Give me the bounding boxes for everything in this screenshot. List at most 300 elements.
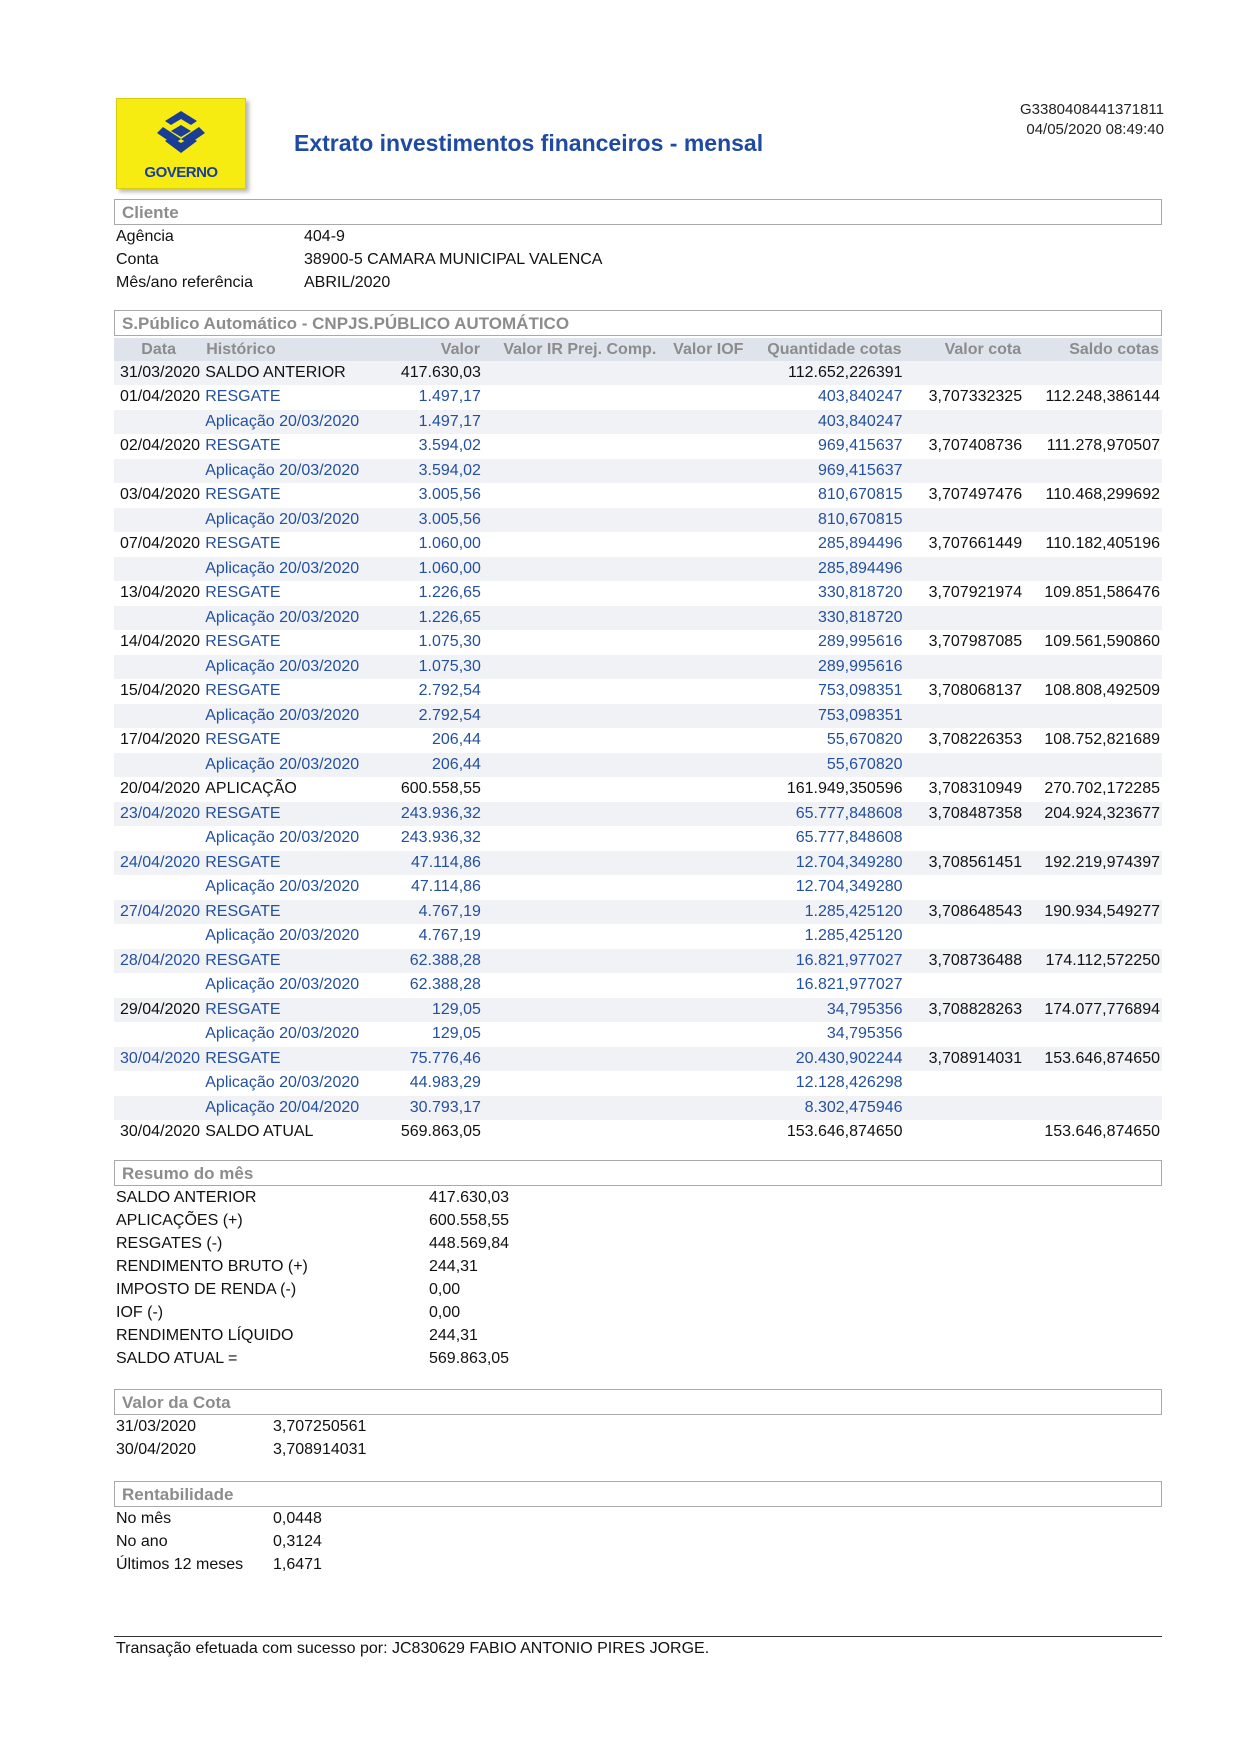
cell-data: 20/04/2020	[114, 777, 203, 802]
cell-quantidade-cotas: 34,795356	[746, 998, 904, 1023]
cell-valor-iof	[659, 385, 746, 410]
cota-label: 30/04/2020	[116, 1441, 197, 1458]
cell-data	[114, 1071, 203, 1096]
cell-historico: Aplicação 20/03/2020	[203, 1071, 379, 1096]
cell-valor-iof	[659, 655, 746, 680]
resumo-value: 244,31	[429, 1258, 478, 1275]
cell-valor-cota	[905, 655, 1025, 680]
bank-logo	[116, 98, 246, 189]
cell-valor-cota: 3,708226353	[905, 728, 1025, 753]
cell-data: 30/04/2020	[114, 1047, 203, 1072]
cell-quantidade-cotas: 12.704,349280	[746, 851, 904, 876]
cell-data	[114, 875, 203, 900]
cell-saldo-cotas: 110.468,299692	[1024, 483, 1162, 508]
cell-saldo-cotas: 204.924,323677	[1024, 802, 1162, 827]
cell-historico: RESGATE	[203, 802, 379, 827]
document-code: G3380408441371811	[1019, 101, 1164, 118]
table-row	[114, 851, 1162, 876]
cell-valor-ir	[483, 826, 659, 851]
cell-data	[114, 1022, 203, 1047]
cell-valor-ir	[483, 581, 659, 606]
cell-quantidade-cotas: 34,795356	[746, 1022, 904, 1047]
cell-saldo-cotas	[1024, 973, 1162, 998]
table-row	[114, 532, 1162, 557]
cell-valor-iof	[659, 949, 746, 974]
cell-saldo-cotas	[1024, 410, 1162, 435]
cell-valor-ir	[483, 998, 659, 1023]
cell-historico: Aplicação 20/03/2020	[203, 655, 379, 680]
table-row	[114, 802, 1162, 827]
cell-quantidade-cotas: 12.704,349280	[746, 875, 904, 900]
cell-valor-cota	[905, 1096, 1025, 1121]
cell-data	[114, 655, 203, 680]
cell-valor: 1.075,30	[380, 630, 483, 655]
cell-valor-ir	[483, 532, 659, 557]
cell-valor-ir	[483, 459, 659, 484]
section-fund-heading: S.Público Automático - CNPJS.PÚBLICO AUTOMÁTICO	[114, 310, 1162, 336]
cell-quantidade-cotas: 65.777,848608	[746, 802, 904, 827]
resumo-value: 244,31	[429, 1327, 478, 1344]
rent-label: Últimos 12 meses	[116, 1556, 244, 1573]
cell-quantidade-cotas: 55,670820	[746, 753, 904, 778]
cell-quantidade-cotas: 153.646,874650	[746, 1120, 904, 1145]
resumo-label: IOF (-)	[116, 1304, 164, 1321]
cell-valor: 4.767,19	[380, 924, 483, 949]
section-valor-cota-heading: Valor da Cota	[114, 1389, 1162, 1415]
cell-valor-ir	[483, 606, 659, 631]
cell-valor-ir	[483, 508, 659, 533]
cell-historico: RESGATE	[203, 483, 379, 508]
cell-historico: SALDO ANTERIOR	[203, 361, 379, 385]
table-row	[114, 704, 1162, 729]
cell-quantidade-cotas: 289,995616	[746, 630, 904, 655]
cell-valor: 206,44	[380, 753, 483, 778]
cota-value: 3,708914031	[273, 1441, 367, 1458]
cell-quantidade-cotas: 330,818720	[746, 581, 904, 606]
cell-quantidade-cotas: 969,415637	[746, 459, 904, 484]
cell-valor-cota: 3,708736488	[905, 949, 1025, 974]
cell-valor-iof	[659, 508, 746, 533]
cell-saldo-cotas: 108.752,821689	[1024, 728, 1162, 753]
cell-valor: 2.792,54	[380, 704, 483, 729]
col-valor: Valor	[380, 338, 483, 361]
cota-value: 3,707250561	[273, 1418, 367, 1435]
cell-valor-cota	[905, 557, 1025, 582]
cell-historico: RESGATE	[203, 630, 379, 655]
resumo-value: 569.863,05	[429, 1350, 510, 1367]
cliente-value: 404-9	[304, 228, 345, 245]
cell-valor: 569.863,05	[380, 1120, 483, 1145]
cell-data	[114, 606, 203, 631]
cell-valor-iof	[659, 434, 746, 459]
cliente-label: Agência	[116, 228, 174, 245]
cell-saldo-cotas	[1024, 361, 1162, 385]
cell-valor: 62.388,28	[380, 973, 483, 998]
cell-valor: 44.983,29	[380, 1071, 483, 1096]
cell-valor-cota: 3,708487358	[905, 802, 1025, 827]
cell-valor-cota	[905, 1071, 1025, 1096]
cell-valor: 47.114,86	[380, 851, 483, 876]
rent-label: No mês	[116, 1510, 172, 1527]
resumo-label: RENDIMENTO BRUTO (+)	[116, 1258, 308, 1275]
cell-valor-cota	[905, 508, 1025, 533]
col-valor-iof: Valor IOF	[659, 338, 746, 361]
cell-valor-iof	[659, 606, 746, 631]
cell-saldo-cotas	[1024, 459, 1162, 484]
cell-valor-iof	[659, 802, 746, 827]
table-row	[114, 949, 1162, 974]
cell-valor-cota	[905, 826, 1025, 851]
page-title: Extrato investimentos financeiros - mensal	[294, 130, 764, 156]
cell-valor-ir	[483, 1022, 659, 1047]
cell-data: 07/04/2020	[114, 532, 203, 557]
cell-valor-ir	[483, 851, 659, 876]
cell-valor-cota: 3,707332325	[905, 385, 1025, 410]
cell-valor-ir	[483, 973, 659, 998]
cell-data: 24/04/2020	[114, 851, 203, 876]
cell-historico: APLICAÇÃO	[203, 777, 379, 802]
cell-historico: Aplicação 20/03/2020	[203, 410, 379, 435]
cell-valor-ir	[483, 410, 659, 435]
cell-quantidade-cotas: 8.302,475946	[746, 1096, 904, 1121]
cell-data: 31/03/2020	[114, 361, 203, 385]
cell-valor-ir	[483, 924, 659, 949]
table-row	[114, 361, 1162, 385]
cell-valor-iof	[659, 532, 746, 557]
cell-valor-cota	[905, 410, 1025, 435]
cell-quantidade-cotas: 753,098351	[746, 704, 904, 729]
cell-valor-iof	[659, 777, 746, 802]
cell-valor-cota	[905, 973, 1025, 998]
cota-label: 31/03/2020	[116, 1418, 197, 1435]
cell-valor: 3.005,56	[380, 483, 483, 508]
cell-valor-cota	[905, 924, 1025, 949]
cell-valor-iof	[659, 1047, 746, 1072]
logo-text: GOVERNO	[144, 164, 218, 181]
bank-logo-icon	[153, 109, 209, 157]
cell-valor: 47.114,86	[380, 875, 483, 900]
cell-valor-cota: 3,708828263	[905, 998, 1025, 1023]
col-valor-ir: Valor IR Prej. Comp.	[483, 338, 659, 361]
table-row	[114, 1022, 1162, 1047]
cell-data	[114, 924, 203, 949]
cell-valor-cota: 3,708310949	[905, 777, 1025, 802]
cell-valor-ir	[483, 1047, 659, 1072]
cell-data	[114, 753, 203, 778]
cell-historico: Aplicação 20/03/2020	[203, 753, 379, 778]
table-row	[114, 973, 1162, 998]
cell-valor-iof	[659, 483, 746, 508]
cell-quantidade-cotas: 403,840247	[746, 410, 904, 435]
cell-valor-ir	[483, 802, 659, 827]
cell-valor: 1.497,17	[380, 385, 483, 410]
table-row	[114, 655, 1162, 680]
cell-valor-ir	[483, 1096, 659, 1121]
cell-historico: Aplicação 20/03/2020	[203, 508, 379, 533]
cell-quantidade-cotas: 16.821,977027	[746, 973, 904, 998]
cell-historico: RESGATE	[203, 900, 379, 925]
table-row	[114, 728, 1162, 753]
cell-valor-ir	[483, 483, 659, 508]
resumo-value: 600.558,55	[429, 1212, 510, 1229]
cell-valor-cota: 3,707497476	[905, 483, 1025, 508]
cell-valor-ir	[483, 704, 659, 729]
cell-historico: Aplicação 20/03/2020	[203, 973, 379, 998]
cell-valor-ir	[483, 875, 659, 900]
cell-valor: 1.497,17	[380, 410, 483, 435]
cell-valor-cota	[905, 1022, 1025, 1047]
resumo-label: APLICAÇÕES (+)	[116, 1212, 243, 1229]
table-row	[114, 900, 1162, 925]
cell-quantidade-cotas: 969,415637	[746, 434, 904, 459]
cell-valor-iof	[659, 361, 746, 385]
cell-valor-cota: 3,707408736	[905, 434, 1025, 459]
resumo-value: 417.630,03	[429, 1189, 510, 1206]
cell-valor-cota: 3,708914031	[905, 1047, 1025, 1072]
cell-valor: 1.075,30	[380, 655, 483, 680]
table-row	[114, 1120, 1162, 1145]
document-id	[1020, 100, 1164, 140]
cell-valor-ir	[483, 361, 659, 385]
table-row	[114, 606, 1162, 631]
rent-value: 0,0448	[273, 1510, 322, 1527]
cell-saldo-cotas	[1024, 655, 1162, 680]
movements-table	[114, 338, 1162, 1145]
cell-quantidade-cotas: 1.285,425120	[746, 924, 904, 949]
cell-valor-iof	[659, 924, 746, 949]
cell-valor-ir	[483, 385, 659, 410]
cell-saldo-cotas: 192.219,974397	[1024, 851, 1162, 876]
table-row	[114, 1096, 1162, 1121]
cell-data: 13/04/2020	[114, 581, 203, 606]
cell-valor-ir	[483, 777, 659, 802]
cell-valor-iof	[659, 900, 746, 925]
rent-value: 1,6471	[273, 1556, 322, 1573]
cell-data: 29/04/2020	[114, 998, 203, 1023]
cell-valor-cota: 3,707921974	[905, 581, 1025, 606]
document-timestamp: 04/05/2020 08:49:40	[1026, 121, 1164, 138]
cell-quantidade-cotas: 1.285,425120	[746, 900, 904, 925]
table-row	[114, 753, 1162, 778]
cell-valor-ir	[483, 1120, 659, 1145]
cell-valor-cota	[905, 361, 1025, 385]
col-historico: Histórico	[203, 338, 379, 361]
col-saldo-cotas: Saldo cotas	[1024, 338, 1162, 361]
cell-valor-iof	[659, 1022, 746, 1047]
cliente-label: Mês/ano referência	[116, 274, 253, 291]
cell-valor: 129,05	[380, 1022, 483, 1047]
cliente-value: ABRIL/2020	[304, 274, 391, 291]
cell-saldo-cotas: 153.646,874650	[1024, 1047, 1162, 1072]
cell-valor-cota	[905, 704, 1025, 729]
cell-valor-ir	[483, 728, 659, 753]
cell-valor-iof	[659, 410, 746, 435]
resumo-label: RESGATES (-)	[116, 1235, 223, 1252]
cell-valor-ir	[483, 949, 659, 974]
resumo-label: RENDIMENTO LÍQUIDO	[116, 1327, 294, 1344]
cell-valor: 1.226,65	[380, 606, 483, 631]
cell-quantidade-cotas: 161.949,350596	[746, 777, 904, 802]
cell-valor: 3.005,56	[380, 508, 483, 533]
col-valor-cota: Valor cota	[905, 338, 1025, 361]
cell-saldo-cotas	[1024, 1071, 1162, 1096]
cell-saldo-cotas: 109.561,590860	[1024, 630, 1162, 655]
cell-quantidade-cotas: 810,670815	[746, 483, 904, 508]
cell-valor-iof	[659, 1096, 746, 1121]
cell-data	[114, 704, 203, 729]
cell-saldo-cotas: 153.646,874650	[1024, 1120, 1162, 1145]
cell-data	[114, 826, 203, 851]
cell-valor: 62.388,28	[380, 949, 483, 974]
table-row	[114, 630, 1162, 655]
cell-saldo-cotas: 174.077,776894	[1024, 998, 1162, 1023]
cell-valor-iof	[659, 459, 746, 484]
cell-valor: 243.936,32	[380, 802, 483, 827]
cell-saldo-cotas	[1024, 508, 1162, 533]
cell-historico: Aplicação 20/03/2020	[203, 826, 379, 851]
cell-data: 27/04/2020	[114, 900, 203, 925]
table-row	[114, 679, 1162, 704]
cell-historico: RESGATE	[203, 679, 379, 704]
table-header-row	[114, 338, 1162, 361]
table-row	[114, 410, 1162, 435]
cell-valor: 2.792,54	[380, 679, 483, 704]
cell-data	[114, 1096, 203, 1121]
cliente-label: Conta	[116, 251, 159, 268]
cell-valor-iof	[659, 998, 746, 1023]
cell-valor-iof	[659, 581, 746, 606]
cell-data: 30/04/2020	[114, 1120, 203, 1145]
rent-label: No ano	[116, 1533, 168, 1550]
cell-historico: RESGATE	[203, 581, 379, 606]
cell-valor-iof	[659, 973, 746, 998]
cell-valor-iof	[659, 753, 746, 778]
table-row	[114, 434, 1162, 459]
table-row	[114, 459, 1162, 484]
cell-valor-iof	[659, 851, 746, 876]
cell-valor-cota	[905, 1120, 1025, 1145]
cell-quantidade-cotas: 403,840247	[746, 385, 904, 410]
cell-valor-iof	[659, 704, 746, 729]
cell-valor-iof	[659, 826, 746, 851]
cell-data: 14/04/2020	[114, 630, 203, 655]
cell-historico: RESGATE	[203, 949, 379, 974]
table-row	[114, 875, 1162, 900]
table-row	[114, 483, 1162, 508]
cell-valor-cota	[905, 875, 1025, 900]
cell-quantidade-cotas: 112.652,226391	[746, 361, 904, 385]
cell-valor-ir	[483, 900, 659, 925]
cell-quantidade-cotas: 12.128,426298	[746, 1071, 904, 1096]
cell-quantidade-cotas: 55,670820	[746, 728, 904, 753]
cell-data: 28/04/2020	[114, 949, 203, 974]
cell-valor: 3.594,02	[380, 434, 483, 459]
resumo-value: 0,00	[429, 1304, 461, 1321]
cell-quantidade-cotas: 289,995616	[746, 655, 904, 680]
cell-valor-cota: 3,707661449	[905, 532, 1025, 557]
cell-historico: RESGATE	[203, 728, 379, 753]
cell-valor-ir	[483, 679, 659, 704]
cell-valor-cota: 3,708068137	[905, 679, 1025, 704]
cell-valor-iof	[659, 728, 746, 753]
resumo-value: 0,00	[429, 1281, 461, 1298]
cell-saldo-cotas	[1024, 704, 1162, 729]
cell-valor: 600.558,55	[380, 777, 483, 802]
cell-saldo-cotas: 190.934,549277	[1024, 900, 1162, 925]
cell-historico: RESGATE	[203, 532, 379, 557]
cell-data	[114, 508, 203, 533]
cell-saldo-cotas: 111.278,970507	[1024, 434, 1162, 459]
cell-valor-iof	[659, 630, 746, 655]
cell-saldo-cotas: 108.808,492509	[1024, 679, 1162, 704]
cell-historico: RESGATE	[203, 385, 379, 410]
cell-saldo-cotas: 270.702,172285	[1024, 777, 1162, 802]
cell-valor-ir	[483, 630, 659, 655]
cell-saldo-cotas	[1024, 557, 1162, 582]
table-row	[114, 1047, 1162, 1072]
resumo-label: SALDO ANTERIOR	[116, 1189, 257, 1206]
cell-data: 15/04/2020	[114, 679, 203, 704]
cell-valor: 3.594,02	[380, 459, 483, 484]
cell-quantidade-cotas: 753,098351	[746, 679, 904, 704]
cell-valor: 4.767,19	[380, 900, 483, 925]
table-row	[114, 508, 1162, 533]
cell-data: 03/04/2020	[114, 483, 203, 508]
table-row	[114, 1071, 1162, 1096]
cell-valor: 75.776,46	[380, 1047, 483, 1072]
cell-historico: RESGATE	[203, 851, 379, 876]
cell-historico: Aplicação 20/03/2020	[203, 459, 379, 484]
cell-valor-ir	[483, 1071, 659, 1096]
cell-historico: Aplicação 20/03/2020	[203, 606, 379, 631]
cell-quantidade-cotas: 285,894496	[746, 532, 904, 557]
cell-quantidade-cotas: 330,818720	[746, 606, 904, 631]
cell-valor: 1.060,00	[380, 532, 483, 557]
cell-quantidade-cotas: 20.430,902244	[746, 1047, 904, 1072]
cell-data: 01/04/2020	[114, 385, 203, 410]
cell-historico: RESGATE	[203, 434, 379, 459]
cell-valor: 417.630,03	[380, 361, 483, 385]
resumo-label: IMPOSTO DE RENDA (-)	[116, 1281, 297, 1298]
table-row	[114, 385, 1162, 410]
cell-saldo-cotas: 110.182,405196	[1024, 532, 1162, 557]
cell-historico: Aplicação 20/03/2020	[203, 704, 379, 729]
cell-data	[114, 973, 203, 998]
cell-historico: Aplicação 20/03/2020	[203, 557, 379, 582]
section-rentabilidade-heading: Rentabilidade	[114, 1481, 1162, 1507]
table-row	[114, 557, 1162, 582]
cell-valor-iof	[659, 679, 746, 704]
cell-valor: 129,05	[380, 998, 483, 1023]
cell-quantidade-cotas: 285,894496	[746, 557, 904, 582]
cell-data: 23/04/2020	[114, 802, 203, 827]
cell-valor-iof	[659, 557, 746, 582]
table-row	[114, 581, 1162, 606]
cell-historico: RESGATE	[203, 1047, 379, 1072]
cell-data	[114, 459, 203, 484]
cell-valor: 1.060,00	[380, 557, 483, 582]
cell-valor-ir	[483, 655, 659, 680]
cell-saldo-cotas: 109.851,586476	[1024, 581, 1162, 606]
cell-saldo-cotas: 112.248,386144	[1024, 385, 1162, 410]
resumo-label: SALDO ATUAL =	[116, 1350, 238, 1367]
col-quantidade-cotas: Quantidade cotas	[746, 338, 904, 361]
cell-historico: RESGATE	[203, 998, 379, 1023]
cell-valor-cota	[905, 753, 1025, 778]
footer-divider	[114, 1636, 1162, 1637]
cell-valor-cota	[905, 606, 1025, 631]
cell-valor-cota	[905, 459, 1025, 484]
